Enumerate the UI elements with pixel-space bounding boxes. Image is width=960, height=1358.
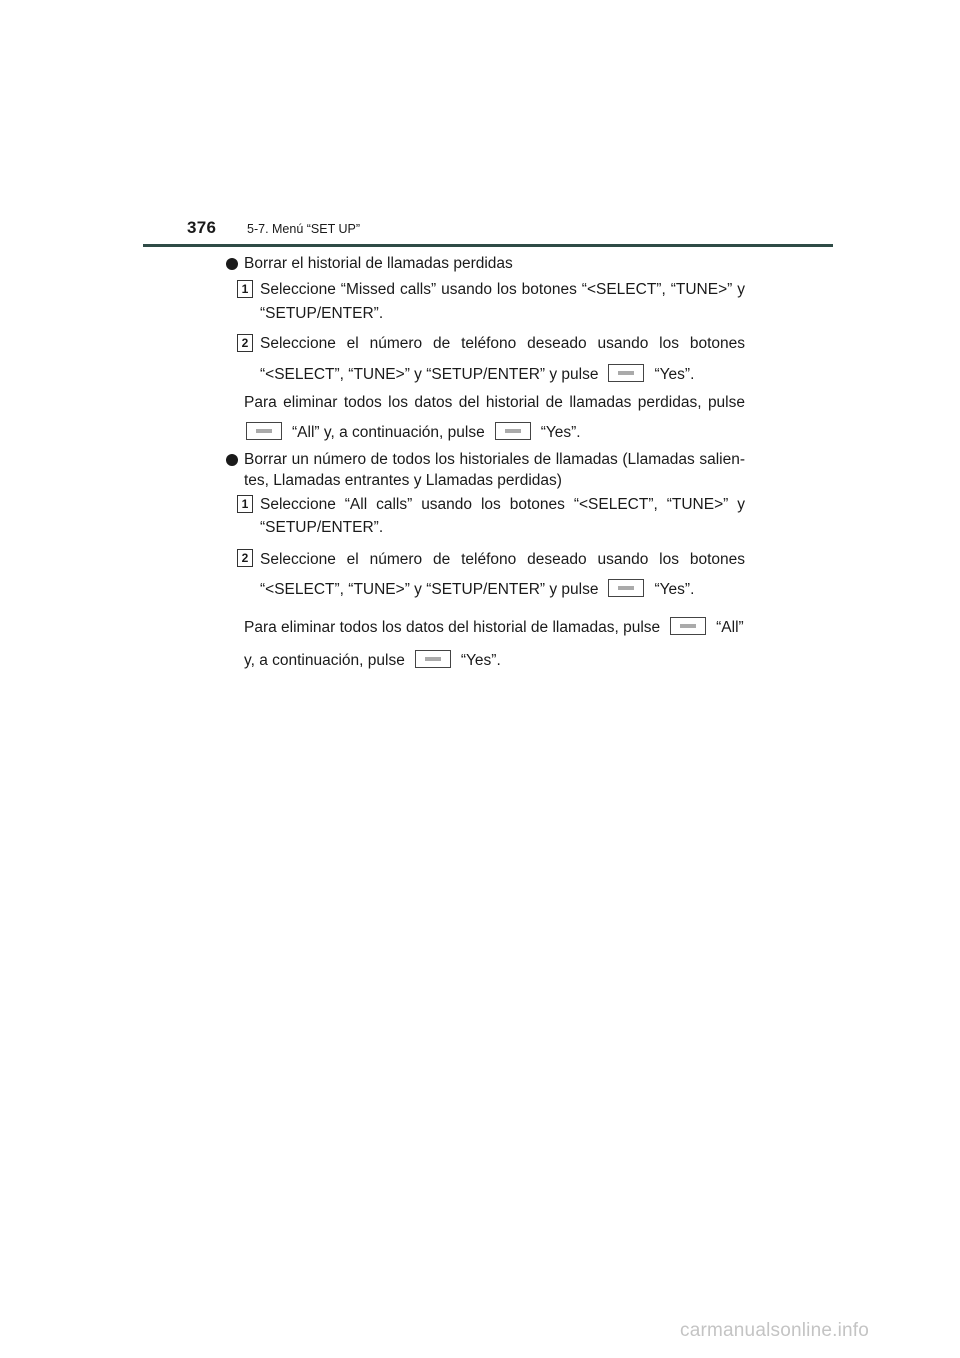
touch-screen-button-icon	[495, 422, 531, 440]
note-text: “All” y, a continuación, pulse	[292, 424, 485, 442]
note-text: “Yes”.	[460, 652, 501, 670]
step-number-1: 1	[237, 280, 253, 298]
step-text: Seleccione “Missed calls” usando los botones “<SELECT”, “TUNE>” y	[260, 281, 745, 298]
page-number: 376	[187, 218, 217, 237]
touch-screen-button-icon	[670, 617, 706, 635]
bullet-icon	[226, 258, 238, 270]
header-rule	[143, 244, 833, 247]
section-heading: Borrar el historial de llamadas perdidas	[244, 255, 513, 272]
note-text: Para eliminar todos los datos del historial de llamadas perdidas, pulse	[244, 394, 745, 411]
step-text: “SETUP/ENTER”.	[260, 305, 384, 322]
step-text: “Yes”.	[654, 366, 695, 384]
note-text-line	[236, 424, 581, 442]
step-text: Seleccione el número de teléfono deseado usando los botones	[260, 335, 745, 352]
step-text-line	[260, 366, 694, 384]
step-text: Seleccione “All calls” usando los botones “<SELECT”, “TUNE>” y	[260, 496, 745, 513]
note-text: “All”	[716, 619, 744, 637]
note-text: “Yes”.	[540, 424, 581, 442]
touch-screen-button-icon	[608, 579, 644, 597]
note-text: Para eliminar todos los datos del historial de llamadas, pulse	[244, 619, 661, 637]
touch-screen-button-icon	[246, 422, 282, 440]
section-title: 5-7. Menú “SET UP”	[247, 222, 361, 236]
step-text: Seleccione el número de teléfono deseado usando los botones	[260, 551, 745, 568]
step-text: “Yes”.	[654, 581, 695, 599]
step-text: “SETUP/ENTER”.	[260, 519, 384, 536]
section-heading: Borrar un número de todos los historiales de llamadas (Llamadas salien-	[244, 451, 745, 468]
note-text-line	[244, 619, 744, 637]
step-text: “<SELECT”, “TUNE>” y “SETUP/ENTER” y pulse	[260, 366, 599, 384]
touch-screen-button-icon	[608, 364, 644, 382]
note-text-line	[244, 652, 501, 670]
touch-screen-button-icon	[415, 650, 451, 668]
section-heading: tes, Llamadas entrantes y Llamadas perdidas)	[244, 472, 562, 489]
note-text: y, a continuación, pulse	[244, 652, 405, 670]
step-number-2: 2	[237, 334, 253, 352]
step-number-1: 1	[237, 495, 253, 513]
step-text: “<SELECT”, “TUNE>” y “SETUP/ENTER” y pulse	[260, 581, 599, 599]
step-number-2: 2	[237, 549, 253, 567]
watermark: carmanualsonline.info	[680, 1320, 870, 1341]
bullet-icon	[226, 454, 238, 466]
step-text-line	[260, 581, 694, 599]
